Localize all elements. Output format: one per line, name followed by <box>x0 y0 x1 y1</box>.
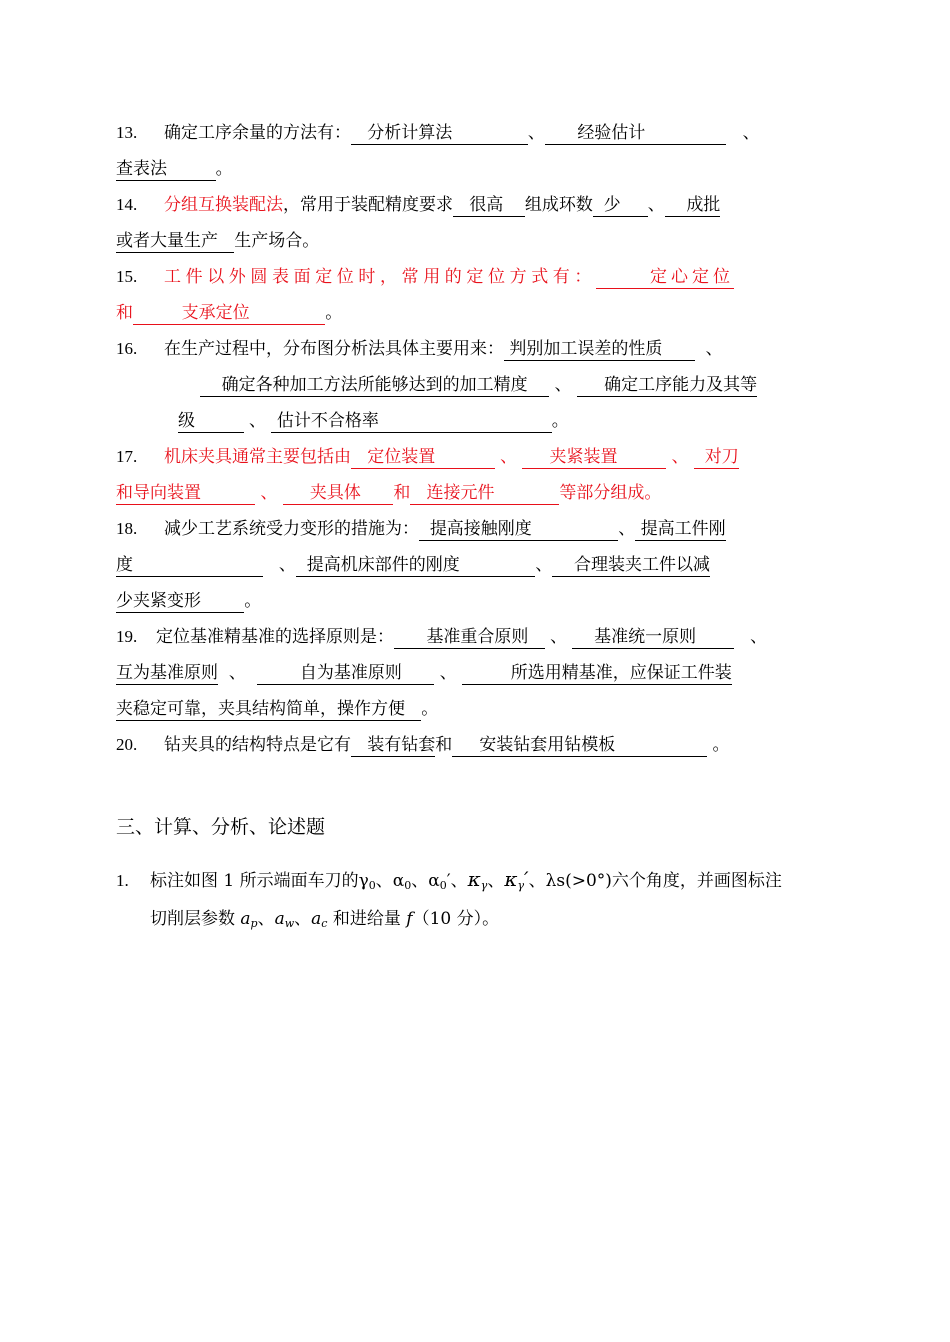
question-text: ，常用于装配精度要求 <box>283 195 453 215</box>
question-text: 工件以外圆表面定位时，常用的定位方式有： <box>164 267 596 287</box>
period: 。 <box>244 591 262 611</box>
question-text: 定位基准精基准的选择原则是： <box>156 627 394 647</box>
answer-blank: 基准统一原则 <box>572 626 733 649</box>
separator: 、 <box>554 375 572 395</box>
question-text: 等部分组成。 <box>559 483 662 503</box>
question-16-line-3 <box>178 408 836 434</box>
question-number: 13. <box>116 123 138 142</box>
question-number: 15. <box>116 267 138 286</box>
answer-blank: 或者大量生产 <box>116 230 234 253</box>
angle-lambda-s: λs(>0°) <box>545 871 612 891</box>
separator: 、 <box>528 871 546 891</box>
period: 。 <box>215 159 233 179</box>
answer-blank: 提高接触刚度 <box>419 518 618 541</box>
question-14-line-1 <box>116 192 836 218</box>
question-number: 16. <box>116 339 138 358</box>
answer-blank: 和导向装置 <box>116 482 255 505</box>
angle-alpha0-prime: $\alpha_0'$ <box>428 871 451 892</box>
question-13-line-2 <box>116 156 836 182</box>
answer-blank: 定位装置 <box>351 446 495 469</box>
separator: 、 <box>647 195 665 215</box>
separator: 、 <box>705 339 723 359</box>
answer-blank: 成批 <box>665 194 721 217</box>
period: 。 <box>421 699 439 719</box>
calc-question-1-line-2 <box>150 906 840 932</box>
separator: 、 <box>411 871 429 891</box>
answer-blank: 夹稳定可靠，夹具结构简单，操作方便 <box>116 698 421 721</box>
separator: 、 <box>257 909 275 929</box>
period: 。 <box>551 411 569 431</box>
angle-kappa: $\kappa_\gamma$ <box>467 867 488 892</box>
question-text: 切削层参数 <box>150 909 241 929</box>
separator: 、 <box>249 411 267 431</box>
separator: 、 <box>535 555 553 575</box>
separator: 、 <box>742 123 760 143</box>
param-f: f <box>406 909 413 929</box>
answer-blank: 自为基准原则 <box>257 662 435 685</box>
period: 。 <box>712 735 730 755</box>
question-13-line-1 <box>116 120 836 146</box>
separator: 、 <box>550 627 568 647</box>
question-number: 18. <box>116 519 138 538</box>
conjunction: 和 <box>393 483 411 503</box>
answer-blank: 少夹紧变形 <box>116 590 244 613</box>
conjunction: 和 <box>435 735 453 755</box>
question-20-line-1 <box>116 732 836 758</box>
separator: 、 <box>294 909 312 929</box>
question-number: 20. <box>116 735 138 754</box>
question-text: 机床夹具通常主要包括由 <box>164 447 351 467</box>
question-17-line-1 <box>116 444 836 470</box>
answer-blank: 经验估计 <box>545 122 727 145</box>
calc-question-1-line-1 <box>116 866 836 892</box>
answer-blank: 确定工序能力及其等 <box>577 374 757 397</box>
answer-blank: 很高 <box>453 194 525 217</box>
separator: 、 <box>671 447 689 467</box>
question-19-line-1 <box>116 624 836 650</box>
question-16-line-1 <box>116 336 836 362</box>
question-text: 钻夹具的结构特点是它有 <box>164 735 351 755</box>
angle-alpha0: $\alpha_0$ <box>392 871 412 892</box>
separator: 、 <box>500 447 518 467</box>
answer-blank: 安装钻套用钻模板 <box>452 734 707 757</box>
answer-blank: 估计不合格率 <box>271 410 551 433</box>
answer-blank: 装有钻套 <box>351 734 435 757</box>
conjunction: 和 <box>116 303 133 323</box>
question-15-line-1 <box>116 264 836 290</box>
question-18-line-3 <box>116 588 836 614</box>
question-15-line-2 <box>116 300 836 326</box>
answer-blank: 级 <box>178 410 244 433</box>
question-18-line-2 <box>116 552 836 578</box>
angle-kappa-prime: $\kappa_\gamma'$ <box>504 867 529 892</box>
question-text: 六个角度，并画图标注 <box>611 871 782 891</box>
question-text: 生产场合。 <box>234 231 320 251</box>
separator: 、 <box>228 663 246 683</box>
question-16-line-2 <box>200 372 836 398</box>
answer-blank: 提高机床部件的刚度 <box>296 554 535 577</box>
question-18-line-1 <box>116 516 836 542</box>
question-14-line-2 <box>116 228 836 254</box>
answer-blank: 连接元件 <box>410 482 559 505</box>
param-ap: $a_p$ <box>240 909 258 930</box>
question-text: 在生产过程中，分布图分析法具体主要用来： <box>164 339 504 359</box>
answer-blank: 基准重合原则 <box>394 626 545 649</box>
separator: 、 <box>260 483 278 503</box>
separator: 、 <box>375 871 393 891</box>
answer-blank: 分析计算法 <box>351 122 528 145</box>
param-aw: $a_w$ <box>274 909 295 930</box>
question-text: 标注如图 1 所示端面车刀的 <box>150 871 359 891</box>
answer-blank: 所选用精基准，应保证工件装 <box>462 662 732 685</box>
separator: 、 <box>750 627 768 647</box>
period: 。 <box>325 303 343 323</box>
question-17-line-2 <box>116 480 836 506</box>
param-ac: $a_c$ <box>311 909 328 930</box>
answer-blank: 确定各种加工方法所能够达到的加工精度 <box>200 374 549 397</box>
answer-blank: 提高工件刚 <box>635 518 725 541</box>
question-topic: 分组互换装配法 <box>164 195 283 215</box>
question-text: （10 分）。 <box>412 909 500 929</box>
answer-blank: 定心定位 <box>596 266 734 289</box>
answer-blank: 查表法 <box>116 158 216 181</box>
question-number: 14. <box>116 195 138 214</box>
question-text: 组成环数 <box>524 195 593 215</box>
question-text: 减少工艺系统受力变形的措施为： <box>164 519 419 539</box>
answer-blank: 对刀 <box>694 446 739 469</box>
separator: 、 <box>487 871 505 891</box>
separator: 、 <box>439 663 457 683</box>
separator: 、 <box>527 123 545 143</box>
answer-blank: 度 <box>116 554 263 577</box>
answer-blank: 少 <box>593 194 648 217</box>
question-number: 19. <box>116 627 138 646</box>
answer-blank: 夹具体 <box>283 482 393 505</box>
answer-blank: 支承定位 <box>133 302 325 325</box>
answer-blank: 互为基准原则 <box>116 663 218 683</box>
answer-blank: 合理装夹工件以减 <box>552 554 710 577</box>
question-text: 确定工序余量的方法有： <box>164 123 351 143</box>
separator: 、 <box>450 871 468 891</box>
question-19-line-3 <box>116 696 836 722</box>
angle-gamma0: $\gamma_0$ <box>358 871 376 892</box>
answer-blank: 判别加工误差的性质 <box>504 338 695 361</box>
question-text: 和进给量 <box>327 909 407 929</box>
question-number: 1. <box>116 871 129 890</box>
question-number: 17. <box>116 447 138 466</box>
answer-blank: 夹紧装置 <box>522 446 666 469</box>
section-heading: 三、计算、分析、论述题 <box>116 816 326 838</box>
question-19-line-2 <box>116 660 836 686</box>
separator: 、 <box>278 555 296 575</box>
separator: 、 <box>618 519 636 539</box>
